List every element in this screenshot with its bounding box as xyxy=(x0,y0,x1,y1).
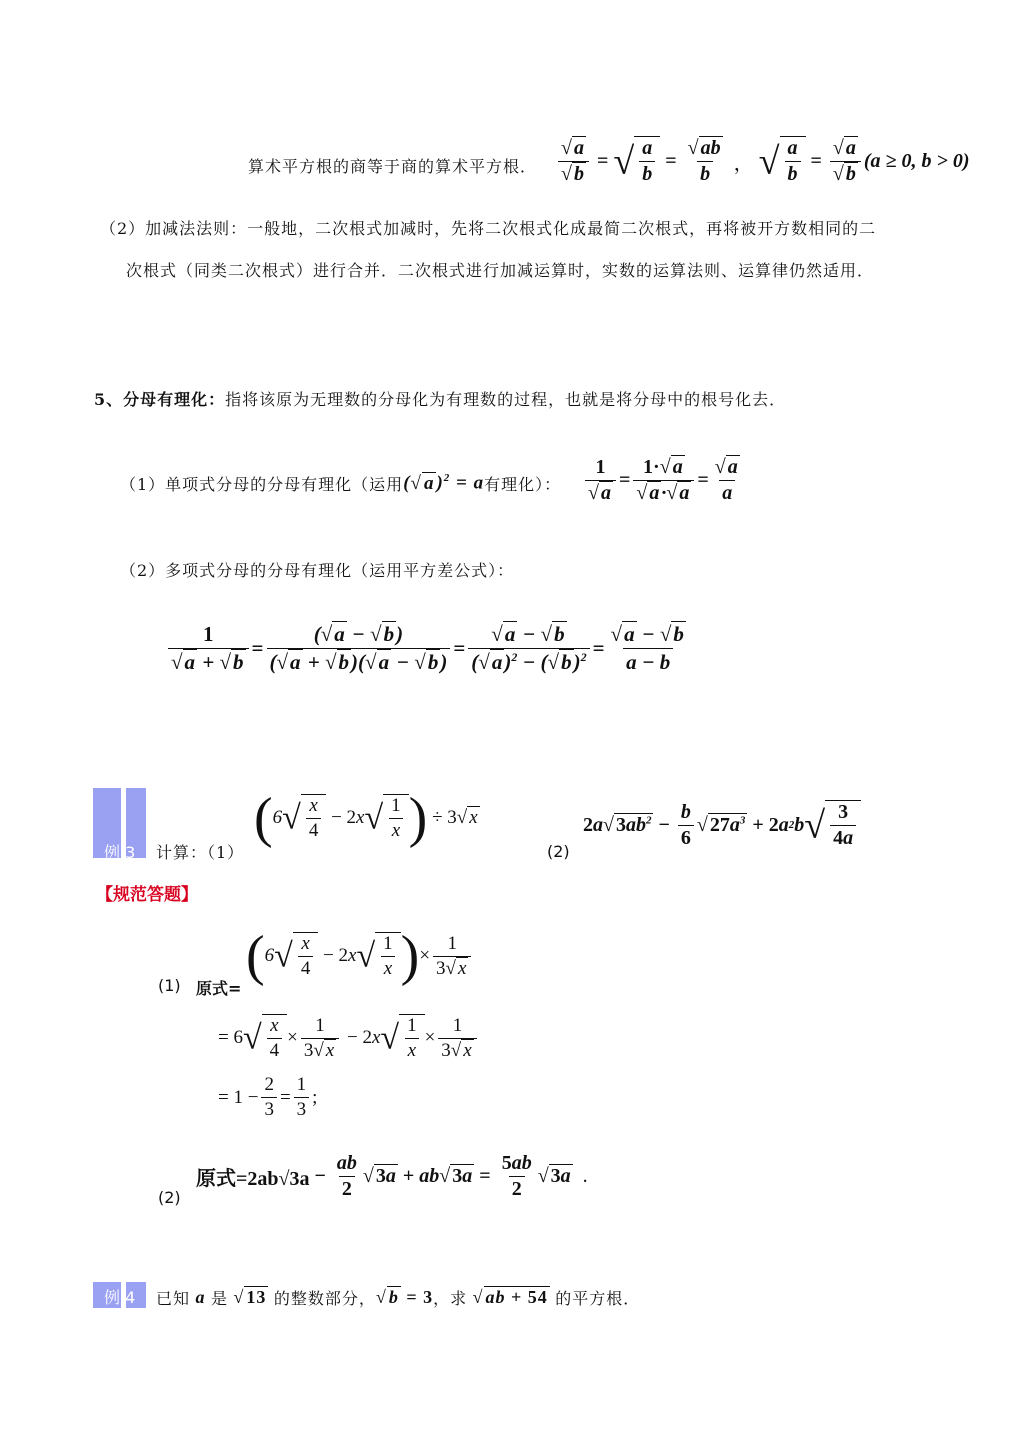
example4-text-a: 已知 xyxy=(156,1289,191,1308)
example4-text: 已知 a 是 √ 13 的整数部分， √ b = 3 ，求 √ ab + 54 的平方根． xyxy=(156,1287,641,1308)
example3-expr1: ( 6 √ $\frac{x}{4}$ − 2 x √ $\frac{1}{x}$ ) ÷ 3 √ x xyxy=(254,787,478,849)
example3-badge: 例 3 xyxy=(104,843,136,862)
add-sub-rule-line1: （2）加减法法则：一般地，二次根式加减时，先将二次根式化成最简二次根式，再将被开方数相同的二 xyxy=(100,219,877,238)
answer-heading: 【规范答题】 xyxy=(96,885,198,905)
section5-desc: 指将该原为无理数的分母化为有理数的过程，也就是将分母中的根号化去． xyxy=(225,390,787,409)
answer-part2-expr: 原式=2ab√3a − $\frac{ab}{2}$ √ 3a + ab √ 3a = $\frac{5ab}{2}$ √ 3a . xyxy=(196,1152,588,1200)
example4-text-c: 的整数部分， xyxy=(273,1289,376,1308)
answer-line2-prefix: = 6 xyxy=(218,1027,243,1048)
example3-expr2: 2 a √ $3ab^2$ − $\frac{b}{6}$ √ $27a^3$ + 2 a 2 b √ $\frac{3}{4a}$ xyxy=(583,800,861,850)
item1-suffix: 有理化）： xyxy=(484,475,562,494)
example3-prompt: 计算：（1） xyxy=(156,843,245,862)
answer-part1-label: (1) xyxy=(158,976,181,995)
example4-text-b: 是 xyxy=(211,1289,229,1308)
example3-part2-label: (2) xyxy=(547,842,570,861)
rationalize-item2: （2）多项式分母的分母有理化（运用平方差公式）： xyxy=(120,561,515,580)
example4-text-e: 的平方根． xyxy=(555,1289,641,1308)
rationalize-item1: （1）单项式分母的分母有理化（运用 (√ a )$^2$ = a 有理化）： xyxy=(120,472,562,494)
example4-badge: 例 4 xyxy=(104,1288,136,1307)
answer-line1-expr: ( 6 √ $\frac{x}{4}$ − 2 x √ $\frac{1}{x}$ ) × $\frac{1}{3√ x}$ xyxy=(246,928,474,984)
answer-part2-prefix: 原式=2ab√3a xyxy=(196,1168,310,1190)
item1-prefix: （1）单项式分母的分母有理化（运用 xyxy=(120,475,404,494)
answer-line3-prefix: = 1 − xyxy=(218,1086,259,1108)
answer-part2-label: (2) xyxy=(158,1188,181,1207)
add-sub-rule-line2: 次根式（同类二次根式）进行合并．二次根式进行加减运算时，实数的运算法则、运算律仍然适用． xyxy=(126,261,875,280)
monomial-rationalize-formula: $\frac{1}{√ a}$ = $\frac{1\cdot√ a}{√ a \cdot√ a}$ = $\frac{√ a}{a}$ xyxy=(582,456,746,505)
condition: (a ≥ 0, b > 0) xyxy=(863,149,970,172)
answer-line3-expr: = 1 − $\frac{2}{3}$ = $\frac{1}{3}$ ; xyxy=(218,1074,318,1120)
polynomial-rationalize-formula: $\frac{1}{√a + √b}$ = $\frac{(√a - √b)}{(√a + √b)(√a - √b)}$ = $\frac{√a - √b}{(√a)^2 - (√b)^2}$ = $\frac{√a - √b}{a - b}$ xyxy=(165,622,692,675)
answer-line2-expr: = 6 √ $\frac{x}{4}$ × $\frac{1}{3√ x}$ − 2 x √ $\frac{1}{x}$ × $\frac{1}{3√ x}$ xyxy=(218,1014,480,1062)
quotient-rule-text: 算术平方根的商等于商的算术平方根． xyxy=(248,157,538,176)
answer-part1-prefix: 原式= xyxy=(196,979,242,998)
example4-text-d: ，求 xyxy=(433,1289,468,1308)
section5-title: 5、分母有理化： xyxy=(94,390,226,409)
section5 xyxy=(94,387,786,410)
quotient-formula: $\frac{√ a}{√ b}$ = √ $\frac{a}{b}$ = $\frac{√ ab}{b}$ ， √ $\frac{a}{b}$ = $\frac{√ a}{√ b}$ (a ≥ 0, b > 0) xyxy=(555,136,970,186)
